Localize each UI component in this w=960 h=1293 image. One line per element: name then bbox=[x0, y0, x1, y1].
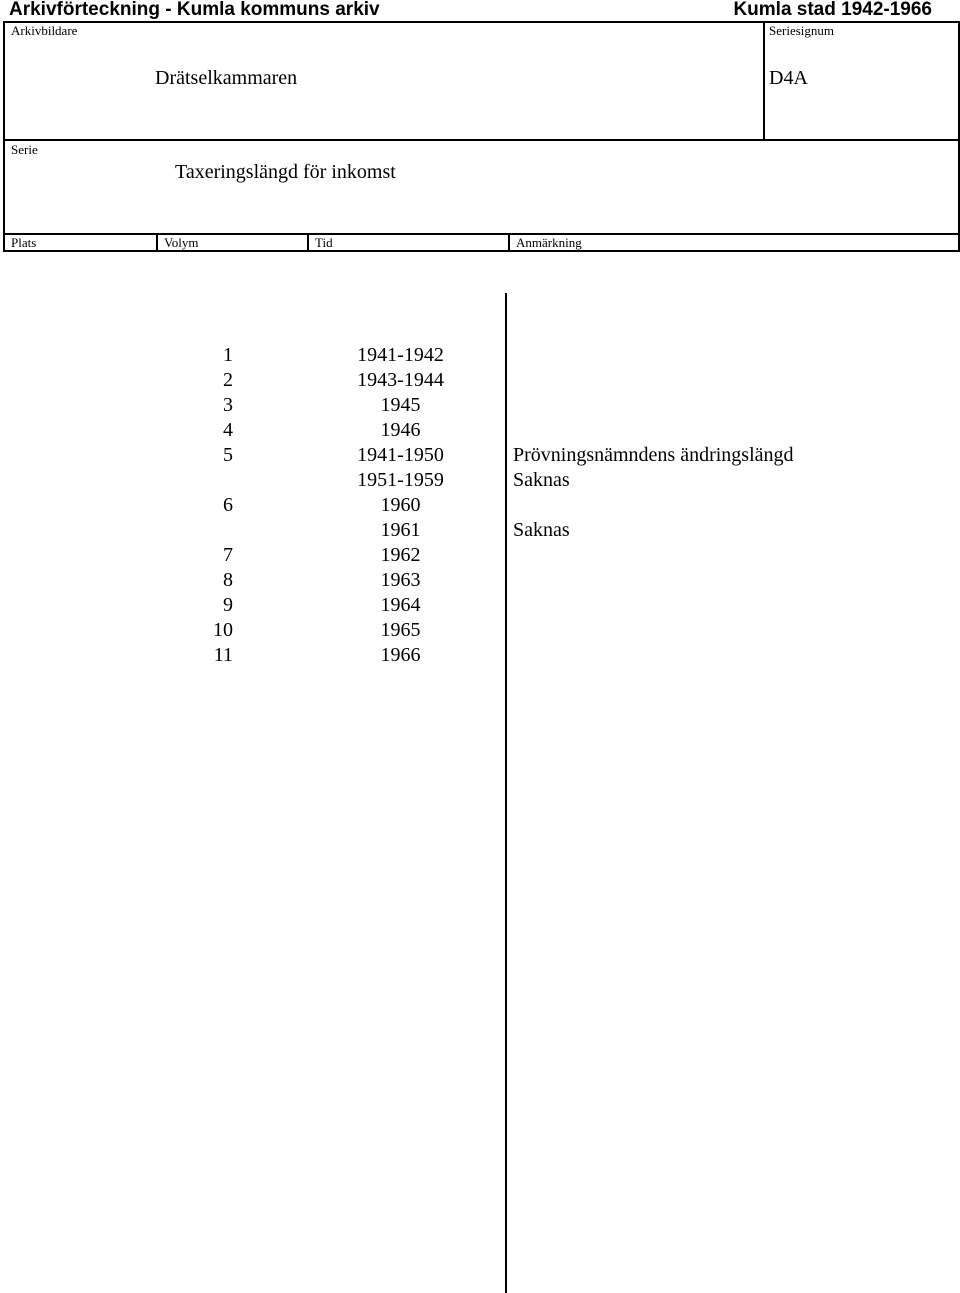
table-row bbox=[0, 368, 960, 393]
seriesignum-label: Seriesignum bbox=[769, 23, 834, 38]
anmarkning-cell: Saknas bbox=[513, 469, 570, 491]
tid-cell: 1946 bbox=[380, 419, 421, 441]
table-row bbox=[0, 493, 960, 518]
volym-cell: 10 bbox=[213, 619, 233, 641]
serie-label: Serie bbox=[11, 142, 38, 157]
table-row bbox=[0, 418, 960, 443]
volym-cell: 6 bbox=[223, 494, 233, 516]
column-header-plats: Plats bbox=[11, 235, 37, 250]
table-row bbox=[0, 343, 960, 368]
tid-cell: 1964 bbox=[380, 594, 421, 616]
document-range: Kumla stad 1942-1966 bbox=[733, 0, 932, 20]
tid-cell: 1963 bbox=[380, 569, 421, 591]
table-row bbox=[0, 593, 960, 618]
anmarkning-cell: Prövningsnämndens ändringslängd bbox=[513, 444, 794, 466]
volym-cell: 3 bbox=[223, 394, 233, 416]
table-row bbox=[0, 543, 960, 568]
arkivbildare-box bbox=[3, 21, 765, 141]
table-row bbox=[0, 468, 960, 493]
tid-cell: 1961 bbox=[380, 519, 421, 541]
tid-cell: 1960 bbox=[380, 494, 421, 516]
anmarkning-cell: Saknas bbox=[513, 519, 570, 541]
table-row bbox=[0, 643, 960, 668]
document-title: Arkivförteckning - Kumla kommuns arkiv bbox=[9, 0, 380, 20]
column-header-tid: Tid bbox=[307, 235, 508, 250]
serie-box bbox=[3, 139, 960, 235]
volym-cell: 2 bbox=[223, 369, 233, 391]
column-header-anmarkning: Anmärkning bbox=[508, 235, 958, 250]
table-row bbox=[0, 618, 960, 643]
tid-cell: 1951-1959 bbox=[357, 469, 444, 491]
serie-value: Taxeringslängd för inkomst bbox=[175, 161, 396, 183]
table-row bbox=[0, 568, 960, 593]
volym-cell: 1 bbox=[223, 344, 233, 366]
seriesignum-box bbox=[763, 21, 960, 141]
arkivbildare-value: Drätselkammaren bbox=[155, 67, 298, 89]
tid-cell: 1962 bbox=[380, 544, 421, 566]
column-header-row bbox=[3, 233, 960, 252]
volym-cell: 7 bbox=[223, 544, 233, 566]
table-row bbox=[0, 393, 960, 418]
seriesignum-value: D4A bbox=[769, 67, 808, 89]
tid-cell: 1965 bbox=[380, 619, 421, 641]
volym-cell: 8 bbox=[223, 569, 233, 591]
tid-cell: 1945 bbox=[380, 394, 421, 416]
tid-cell: 1941-1942 bbox=[357, 344, 444, 366]
tid-cell: 1941-1950 bbox=[357, 444, 444, 466]
column-header-volym: Volym bbox=[156, 235, 307, 250]
table-row bbox=[0, 518, 960, 543]
volume-list bbox=[0, 343, 960, 668]
table-row bbox=[0, 443, 960, 468]
volym-cell: 11 bbox=[213, 644, 233, 666]
volym-cell: 9 bbox=[223, 594, 233, 616]
arkivbildare-label: Arkivbildare bbox=[11, 23, 78, 38]
tid-cell: 1943-1944 bbox=[357, 369, 444, 391]
volym-cell: 4 bbox=[223, 419, 233, 441]
volym-cell: 5 bbox=[223, 444, 233, 466]
tid-cell: 1966 bbox=[380, 644, 421, 666]
